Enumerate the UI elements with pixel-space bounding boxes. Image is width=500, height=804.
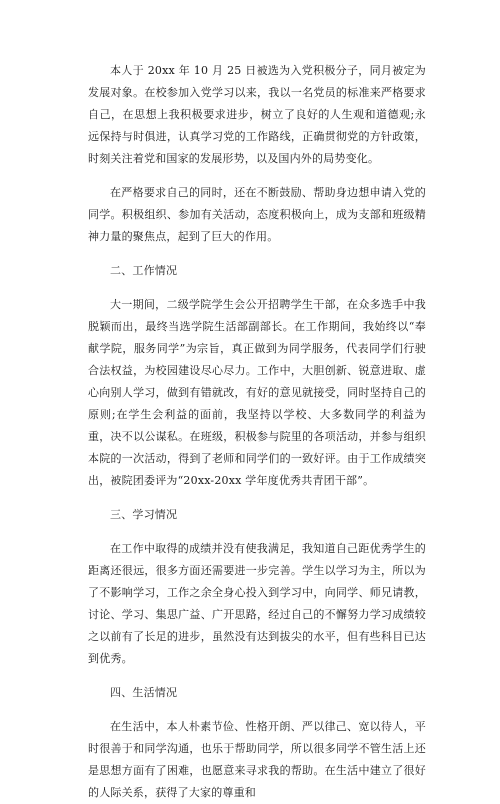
paragraph-gap [88,492,426,504]
paragraph-helping-others: 在严格要求自己的同时，还在不断鼓励、帮助身边想申请入党的同学。积极组织、参加有关活动，态度积极向上，成为支部和班级精神力量的聚焦点，起到了巨大的作用。 [88,186,426,243]
paragraph-gap [88,704,426,716]
document-page [88,60,426,804]
paragraph-gap [88,170,426,182]
section-heading-life: 四、生活情况 [110,686,178,699]
paragraph-party-activity: 本人于 20xx 年 10 月 25 日被选为入党积极分子，同月被定为发展对象。在校参加入党学习以来，我以一名党员的标准来严格要求自己，在思想上我积极要求进步，树立了良好的人生观和道德观;永远保持与时俱进，认真学习党的工作路线，正确贯彻党的方针政策，时刻关注着党和国家的发展形势，以及国内外的局势变化。 [88,64,426,165]
paragraph-gap [88,670,426,682]
section-heading-work: 二、工作情况 [110,264,178,277]
paragraph-work: 大一期间，二级学院学生会公开招聘学生干部，在众多选手中我脱颖而出，最终当选学院生活部副部长。在工作期间，我始终以“奉献学院，服务同学”为宗旨，真正做到为同学服务，代表同学们行驶合法权益，为校园建设尽心尽力。工作中，大胆创新、锐意进取、虚心向别人学习，做到有错就改，有好的意见就接受，同时坚持自己的原则;在学生会利益的面前，我坚持以学校、大多数同学的利益为重，决不以公谋私。在班级，积极参与院里的各项活动，并参与组织本院的一次活动，得到了老师和同学们的一致好评。由于工作成绩突出，被院团委评为“20xx-20xx 学年度优秀共青团干部”。 [88,298,426,487]
paragraph-study: 在工作中取得的成绩并没有使我满足，我知道自己距优秀学生的距离还很远，很多方面还需要进一步完善。学生以学习为主，所以为了不影响学习，工作之余全身心投入到学习中，向同学、师兄请教，讨论、学习、集思广益、广开思路，经过自己的不懈努力学习成绩较之以前有了长足的进步，虽然没有达到拔尖的水平，但有些科目已达到优秀。 [88,542,426,665]
paragraph-gap [88,248,426,260]
paragraph-gap [88,282,426,294]
section-heading-study: 三、学习情况 [110,508,178,521]
paragraph-gap [88,526,426,538]
paragraph-life: 在生活中，本人朴素节俭、性格开朗、严以律己、宽以待人，平时很善于和同学沟通，也乐于帮助同学，所以很多同学不管生活上还是思想方面有了困难，也愿意来寻求我的帮助。在生活中建立了很好的人际关系，获得了大家的尊重和 [88,720,426,799]
